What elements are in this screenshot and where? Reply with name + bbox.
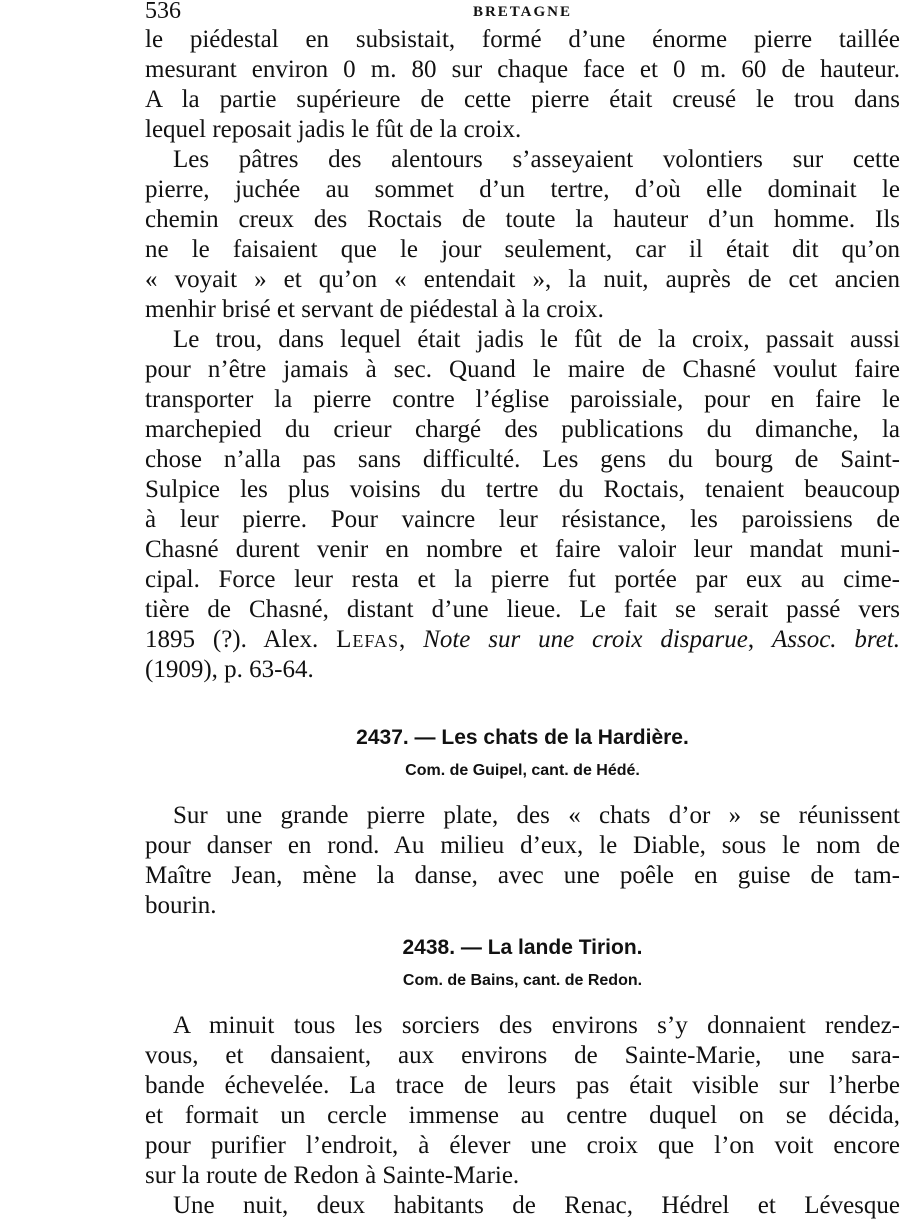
text-line: Chasné durent venir en nombre et faire valoir leur mandat muni- <box>145 536 900 563</box>
text-line: marchepied du crieur chargé des publications du dimanche, la <box>145 416 900 443</box>
text-line: vous, et dansaient, aux environs de Sainte-Marie, une sara- <box>145 1042 900 1069</box>
text-line: sur la route de Redon à Sainte-Marie. <box>145 1162 520 1189</box>
entry-location-2437: Com. de Guipel, cant. de Hédé. <box>405 762 640 779</box>
entry-body-2438-continued <box>145 1191 900 1221</box>
text-line: à leur pierre. Pour vaincre leur résistance, les paroissiens de <box>145 506 900 533</box>
entry-body-2438 <box>145 1011 900 1191</box>
text-line: transporter la pierre contre l’église paroissiale, pour en faire le <box>145 386 900 413</box>
text-line: Sur une grande pierre plate, des « chats d’or » se réunissent <box>173 802 900 829</box>
entry-heading-2437: 2437. — Les chats de la Hardière. <box>356 726 689 749</box>
citation-prefix: 1895 (?). Alex. <box>145 626 337 653</box>
text-line: A minuit tous les sorciers des environs s’y donnaient rendez- <box>173 1012 900 1039</box>
text-line: tière de Chasné, distant d’une lieue. Le fait se serait passé vers <box>145 596 900 623</box>
text-line: Le trou, dans lequel était jadis le fût de la croix, passait aussi <box>173 326 900 353</box>
text-line: lequel reposait jadis le fût de la croix. <box>145 116 522 143</box>
section-intro <box>145 25 900 625</box>
text-line: chemin creux des Roctais de toute la hauteur d’un homme. Ils <box>145 206 900 233</box>
citation-sep: , <box>399 626 424 653</box>
text-line: bourin. <box>145 892 217 919</box>
running-head: BRETAGNE <box>472 4 573 20</box>
citation-tail: (1909), p. 63-64. <box>145 656 314 683</box>
text-line: menhir brisé et servant de piédestal à la croix. <box>145 296 604 323</box>
text-line: mesurant environ 0 m. 80 sur chaque face et 0 m. 60 de hauteur. <box>145 56 900 83</box>
text-line: le piédestal en subsistait, formé d’une énorme pierre taillée <box>145 26 900 53</box>
citation-line <box>145 625 900 655</box>
text-line: A la partie supérieure de cette pierre était creusé le trou dans <box>145 86 900 113</box>
text-line: « voyait » et qu’on « entendait », la nuit, auprès de cet ancien <box>145 266 900 293</box>
citation-journal: Assoc. bret. <box>771 626 900 653</box>
text-line: pierre, juchée au sommet d’un tertre, d’où elle dominait le <box>145 176 900 203</box>
page-number: 536 <box>145 0 181 24</box>
text-line: et formait un cercle immense au centre duquel on se décida, <box>145 1102 900 1129</box>
text-line: pour danser en rond. Au milieu d’eux, le Diable, sous le nom de <box>145 832 900 859</box>
text-line: Maître Jean, mène la danse, avec une poêle en guise de tam- <box>145 862 900 889</box>
text-line: ne le faisaient que le jour seulement, car il était dit qu’on <box>145 236 900 263</box>
text-line: bande échevelée. La trace de leurs pas était visible sur l’herbe <box>145 1072 900 1099</box>
text-line: Sulpice les plus voisins du tertre du Roctais, tenaient beaucoup <box>145 476 900 503</box>
citation-sep: , <box>747 626 772 653</box>
text-line: Une nuit, deux habitants de Renac, Hédrel et Lévesque <box>173 1192 900 1219</box>
citation-author: Lefas <box>336 626 400 653</box>
text-line: pour n’être jamais à sec. Quand le maire de Chasné voulut faire <box>145 356 900 383</box>
entry-location-2438: Com. de Bains, cant. de Redon. <box>402 972 643 989</box>
text-line: cipal. Force leur resta et la pierre fut portée par eux au cime- <box>145 566 900 593</box>
page-body <box>145 25 900 1221</box>
text-line: chose n’alla pas sans difficulté. Les gens du bourg de Saint- <box>145 446 900 473</box>
entry-heading-2438: 2438. — La lande Tirion. <box>402 936 643 959</box>
text-line: pour purifier l’endroit, à élever une croix que l’on voit encore <box>145 1132 900 1159</box>
entry-body-2437 <box>145 801 900 921</box>
citation-title: Note sur une croix disparue <box>423 626 748 653</box>
text-line: Les pâtres des alentours s’asseyaient volontiers sur cette <box>173 146 900 173</box>
